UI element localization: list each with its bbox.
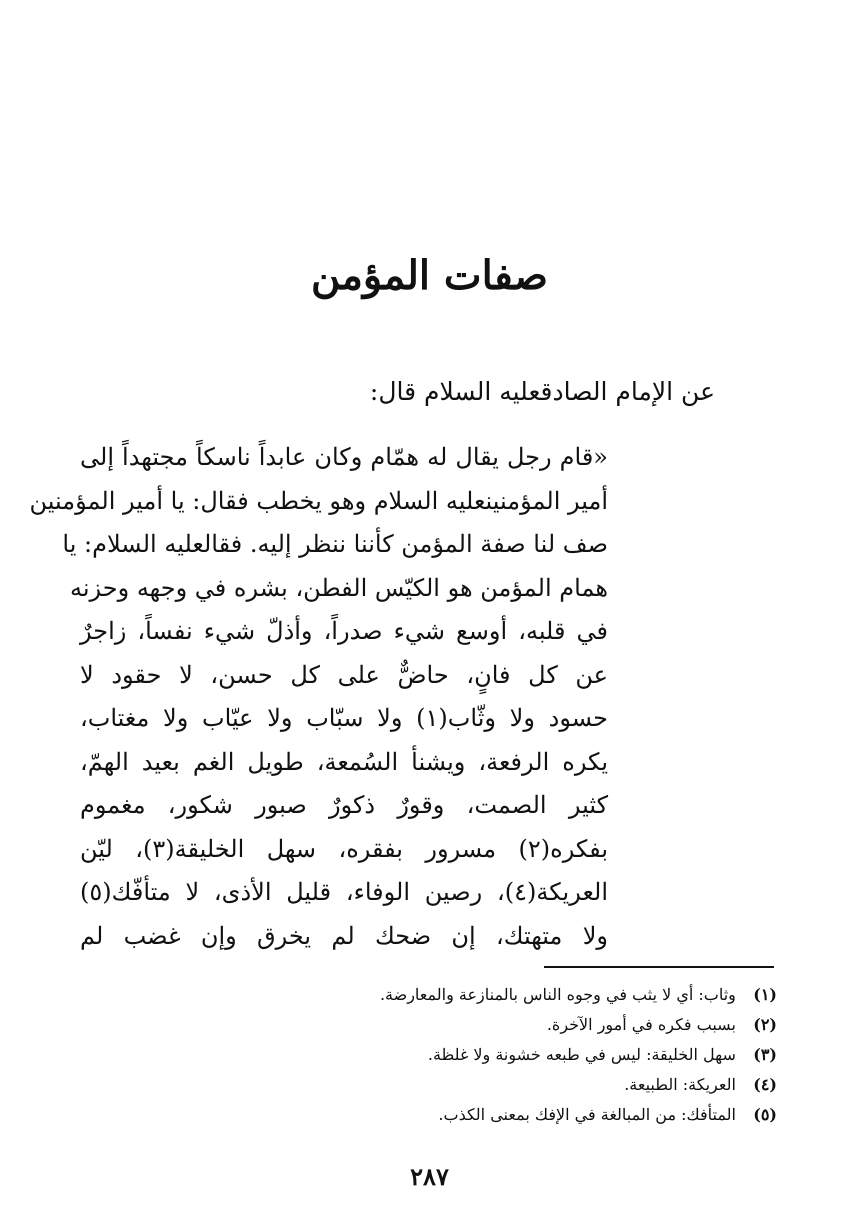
text-line: همام المؤمن هو الكيّس الفطن، بشره في وجهه وحزنه — [69, 573, 608, 602]
text-line: «قام رجل يقال له همّام وكان عابداً ناسكاً مجتهداً إلى — [80, 443, 608, 471]
footnote-item — [257, 980, 777, 1010]
text-line: حسود ولا وثّاب(١) ولا سبّاب ولا عيّاب ولا مغتاب، — [80, 704, 608, 732]
text-line: في قلبه، أوسع شيء صدراً، وأذلّ شيء نفساً، زاجرٌ — [80, 617, 608, 645]
footnote-number: (٣) — [753, 1045, 777, 1064]
footnote-number: (١) — [753, 985, 777, 1004]
chapter-title: صفات المؤمن — [311, 252, 548, 299]
text-line: عن كل فانٍ، حاضٌّ على كل حسن، لا حقود لا — [80, 660, 608, 689]
text-line: كثير الصمت، وقورٌ ذكورٌ صبور شكور، مغموم — [80, 791, 608, 819]
text-line: أمير المؤمنينعليه السلام وهو يخطب فقال: يا أمير المؤمنين — [29, 486, 608, 515]
footnote-divider — [544, 966, 774, 968]
footnote-item — [257, 1100, 777, 1130]
footnote-number: (٢) — [753, 1015, 777, 1034]
text-line: يكره الرفعة، ويشنأ السُمعة، طويل الغم بعيد الهمّ، — [80, 747, 608, 776]
text-line: ولا متهتك، إن ضحك لم يخرق وإن غضب لم — [80, 921, 608, 950]
footnote-item — [257, 1010, 777, 1040]
page-number: ٢٨٧ — [410, 1162, 449, 1191]
footnote-text: العريكة: الطبيعة. — [624, 1075, 736, 1094]
text-line: بفكره(٢) مسرور بفقره، سهل الخليقة(٣)، ليّن — [80, 834, 609, 863]
footnote-number: (٤) — [753, 1075, 777, 1094]
footnote-item — [257, 1040, 777, 1070]
main-text — [29, 436, 609, 958]
footnote-text: المتأفك: من المبالغة في الإفك بمعنى الكذب. — [438, 1105, 736, 1124]
footnote-text: وثاب: أي لا يثب في وجوه الناس بالمنازعة والمعارضة. — [379, 985, 736, 1004]
footnote-text: سهل الخليقة: ليس في طبعه خشونة ولا غلظة. — [427, 1045, 736, 1064]
text-line: العريكة(٤)، رصين الوفاء، قليل الأذى، لا متأفّك(٥) — [80, 878, 608, 906]
footnote-item — [257, 1070, 777, 1100]
intro-line: عن الإمام الصادقعليه السلام قال: — [369, 377, 715, 406]
footnote-number: (٥) — [753, 1105, 777, 1124]
footnotes — [257, 980, 777, 1130]
footnote-text: بسبب فكره في أمور الآخرة. — [546, 1015, 736, 1034]
text-line: صف لنا صفة المؤمن كأننا ننظر إليه. فقالعليه السلام: يا — [62, 530, 608, 558]
